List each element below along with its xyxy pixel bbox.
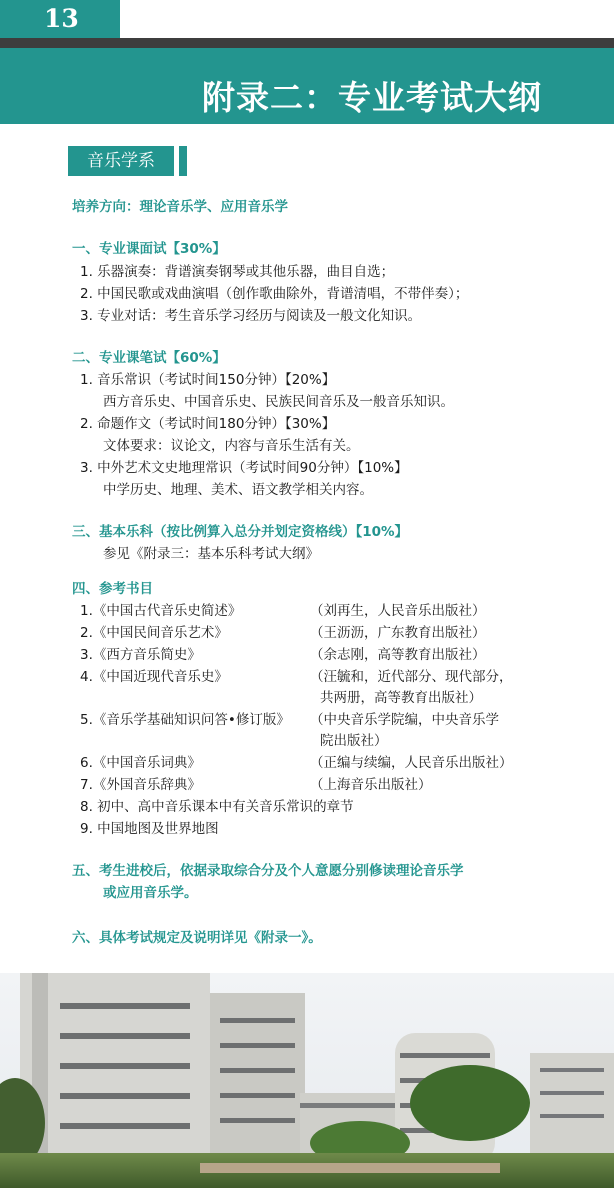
section-3-heading: 三、基本乐科（按比例算入总分并划定资格线）【10%】 [72,524,409,540]
book-title: 3.《西方音乐简史》 [80,647,201,663]
section-2-heading: 二、专业课笔试【60%】 [72,350,226,366]
book-publisher: （上海音乐出版社） [310,777,432,793]
direction-line: 培养方向：理论音乐学、应用音乐学 [72,199,288,215]
book-title: 5.《音乐学基础知识问答•修订版》 [80,712,290,728]
list-item: 3. 中外艺术文史地理常识（考试时间90分钟）【10%】 [80,460,408,476]
section-6-heading: 六、具体考试规定及说明详见《附录一》。 [72,930,322,946]
list-item: 2. 命题作文（考试时间180分钟）【30%】 [80,416,336,432]
book-publisher: （王沥沥，广东教育出版社） [310,625,486,641]
list-item: 1. 乐器演奏：背谱演奏钢琴或其他乐器，曲目自选； [80,264,395,280]
book-title: 1.《中国古代音乐史简述》 [80,603,242,619]
section-3-note: 参见《附录三：基本乐科考试大纲》 [103,546,319,562]
book-publisher: （刘再生，人民音乐出版社） [310,603,486,619]
book-title: 9. 中国地图及世界地图 [80,821,219,837]
list-item: 1. 音乐常识（考试时间150分钟）【20%】 [80,372,336,388]
header-divider [0,38,614,48]
book-title: 7.《外国音乐辞典》 [80,777,201,793]
section-4-heading: 四、参考书目 [72,581,153,597]
list-item-detail: 西方音乐史、中国音乐史、民族民间音乐及一般音乐知识。 [103,394,454,410]
book-publisher: （汪毓和，近代部分、现代部分， [310,669,513,685]
page-title: 附录二：专业考试大纲 [202,78,542,117]
section-1-heading: 一、专业课面试【30%】 [72,241,226,257]
list-item: 3. 专业对话：考生音乐学习经历与阅读及一般文化知识。 [80,308,422,324]
page-number: 13 [0,0,120,38]
campus-photo [0,973,614,1188]
department-label: 音乐学系 [68,146,174,176]
list-item: 2. 中国民歌或戏曲演唱（创作歌曲除外，背谱清唱，不带伴奏）； [80,286,469,302]
book-title: 6.《中国音乐词典》 [80,755,201,771]
book-publisher: （余志刚，高等教育出版社） [310,647,486,663]
department-accent-bar [179,146,187,176]
section-5-line1: 五、考生进校后，依据录取综合分及个人意愿分别修读理论音乐学 [72,863,464,879]
book-title: 2.《中国民间音乐艺术》 [80,625,228,641]
list-item-detail: 中学历史、地理、美术、语文教学相关内容。 [103,482,373,498]
book-title: 4.《中国近现代音乐史》 [80,669,228,685]
book-publisher-cont: 共两册，高等教育出版社） [320,690,482,706]
section-5-line2: 或应用音乐学。 [103,885,198,901]
book-publisher: （中央音乐学院编，中央音乐学 [310,712,499,728]
list-item-detail: 文体要求：议论文，内容与音乐生活有关。 [103,438,360,454]
book-publisher-cont: 院出版社） [320,733,388,749]
book-publisher: （正编与续编，人民音乐出版社） [310,755,513,771]
book-title: 8. 初中、高中音乐课本中有关音乐常识的章节 [80,799,354,815]
